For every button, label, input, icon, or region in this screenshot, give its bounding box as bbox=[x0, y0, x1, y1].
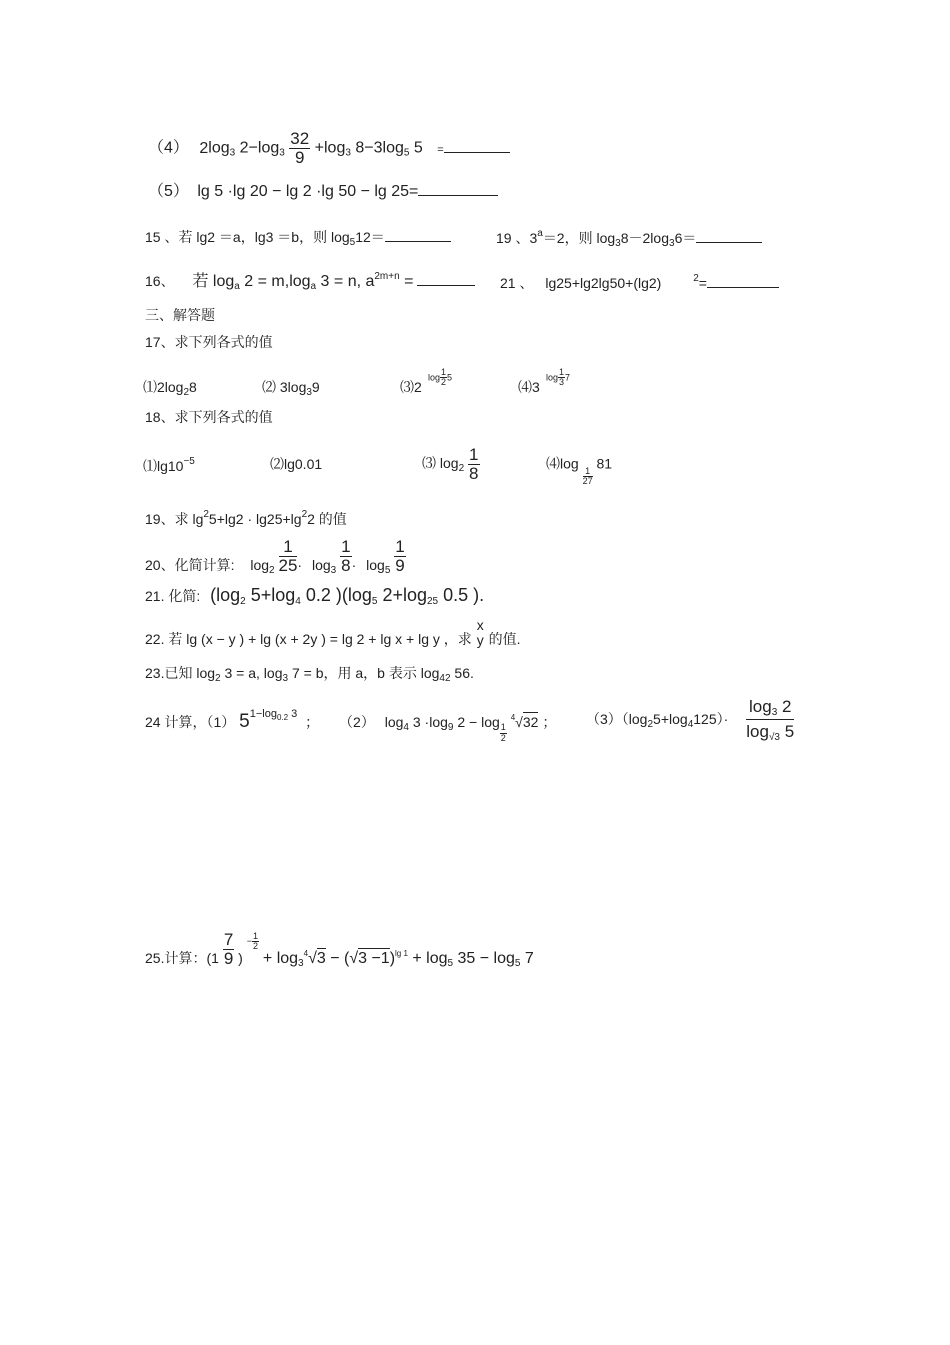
expr-part: log bbox=[384, 714, 404, 730]
answer-blank[interactable] bbox=[444, 140, 510, 153]
op: − bbox=[248, 139, 258, 157]
item-text: ⑴lg10 bbox=[143, 458, 184, 474]
answer-blank[interactable] bbox=[385, 229, 451, 242]
coef: 2 bbox=[199, 139, 209, 157]
base: 3 bbox=[771, 707, 778, 718]
q18-item-4 bbox=[546, 455, 613, 487]
denominator: 8 bbox=[341, 555, 351, 575]
base: 5 bbox=[514, 958, 521, 970]
expr-part: 0.5 ). bbox=[438, 585, 485, 605]
arg: 81 bbox=[596, 455, 613, 472]
question-24 bbox=[145, 708, 557, 743]
problem-text: （2） bbox=[339, 714, 375, 730]
problem-text: 22. 若 lg (x − y ) + lg (x + 2y ) = lg 2 + lg x + lg y ，求 bbox=[145, 631, 472, 648]
question-18-title: 18、求下列各式的值 bbox=[145, 409, 273, 425]
exponent: lg 1 bbox=[395, 949, 408, 959]
base: 9 bbox=[447, 722, 454, 733]
problem-text: ＝2，则 log bbox=[542, 230, 616, 246]
radical-sign-icon: √ bbox=[515, 714, 523, 730]
base: 2 bbox=[458, 463, 465, 475]
q18-item-3 bbox=[422, 446, 480, 483]
exponent bbox=[246, 930, 259, 952]
exponent: a bbox=[537, 228, 543, 239]
problem-text: 20、化简计算: bbox=[145, 557, 235, 574]
problem-19-fill bbox=[496, 229, 762, 249]
numerator: 32 bbox=[290, 129, 310, 148]
problem-text: 8－2log bbox=[620, 230, 669, 246]
answer-blank[interactable] bbox=[418, 183, 498, 196]
exp-part: − bbox=[246, 936, 252, 947]
problem-15 bbox=[145, 229, 451, 248]
base-number: 5 bbox=[239, 711, 250, 732]
exp-part: 3 bbox=[288, 708, 298, 720]
question-24-part-3 bbox=[586, 712, 728, 730]
problem-5 bbox=[148, 183, 498, 200]
question-24-fraction bbox=[746, 698, 794, 743]
q17-item-4 bbox=[518, 367, 571, 395]
expr-part: + log bbox=[407, 950, 448, 968]
exp-part: 1−log bbox=[249, 708, 277, 720]
base: 2 bbox=[269, 565, 275, 577]
arg: 5 bbox=[413, 139, 423, 157]
base: 3 bbox=[282, 673, 289, 684]
fraction bbox=[252, 932, 259, 952]
numerator: 1 bbox=[395, 537, 405, 556]
log-text: log bbox=[428, 372, 441, 383]
denominator: 2 bbox=[441, 377, 447, 388]
problem-16 bbox=[145, 272, 475, 292]
base: 42 bbox=[439, 673, 451, 684]
equals: = bbox=[437, 143, 444, 156]
expression: lg 5 ·lg 20 − lg 2 ·lg 50 − lg 25= bbox=[197, 183, 419, 200]
expr-part: 25.计算：(1 bbox=[145, 950, 219, 967]
log-text: log bbox=[546, 372, 559, 383]
log-text: log bbox=[749, 697, 772, 716]
base: 4 bbox=[403, 722, 409, 733]
exponent: −5 bbox=[183, 456, 195, 467]
arg: 8 bbox=[355, 139, 365, 157]
numerator bbox=[746, 698, 794, 720]
base: 5 bbox=[384, 565, 391, 577]
op: − bbox=[364, 139, 374, 157]
base: 5 bbox=[371, 596, 378, 607]
problem-text: 19、求 lg bbox=[145, 511, 204, 527]
item-text: ⑴2log bbox=[143, 379, 184, 395]
exponent: 2 bbox=[693, 273, 699, 284]
op: + bbox=[314, 139, 324, 157]
base: a bbox=[310, 281, 317, 292]
separator: ； bbox=[305, 714, 320, 730]
log-text: log bbox=[250, 557, 270, 574]
log-text: log bbox=[208, 139, 230, 157]
coef: 3 bbox=[373, 139, 383, 157]
base: 2 bbox=[215, 673, 221, 684]
fraction bbox=[340, 538, 351, 575]
denominator: 3 bbox=[559, 377, 565, 388]
log-text: log bbox=[366, 557, 385, 574]
root-index: 4 bbox=[510, 713, 516, 722]
exponent: 2 bbox=[203, 509, 209, 520]
question-21 bbox=[145, 586, 484, 607]
arg: 2 bbox=[239, 139, 249, 157]
expression bbox=[145, 950, 219, 966]
problem-21-fill bbox=[500, 274, 779, 290]
answer-blank[interactable] bbox=[707, 275, 779, 288]
expr-part: + log bbox=[262, 950, 299, 968]
q17-item-2 bbox=[262, 380, 320, 398]
fraction bbox=[289, 130, 310, 167]
question-20: 20、化简计算: $\log_2$ $\frac{1}{25}$ · $\log_3$ $\frac{1}{8}$ · $\log_5$ $\frac{1}{9}$ bbox=[145, 537, 405, 577]
problem-text: 若 log bbox=[192, 273, 235, 290]
problem-label: 21 、 bbox=[500, 275, 534, 291]
numerator: 1 bbox=[559, 367, 565, 377]
base: 5 bbox=[403, 147, 410, 159]
base: 0.2 bbox=[276, 713, 289, 722]
expr-part: (log bbox=[210, 585, 241, 605]
problem-text: 23.已知 log bbox=[145, 665, 216, 681]
expr-part: 3 ·log bbox=[408, 714, 448, 730]
base: 2 bbox=[183, 387, 190, 398]
log-text: log bbox=[323, 139, 346, 157]
fraction bbox=[279, 538, 298, 575]
numerator: 1 bbox=[279, 538, 298, 557]
problem-text: 12＝ bbox=[355, 229, 385, 245]
base: 25 bbox=[426, 596, 439, 607]
arg: 5 bbox=[447, 372, 453, 383]
item-text: ⑶ log bbox=[422, 455, 459, 472]
expr-part: − ( bbox=[325, 950, 350, 968]
log-text: log bbox=[382, 139, 404, 157]
q17-item-1 bbox=[143, 380, 197, 398]
expr-part: 2 − log bbox=[453, 714, 500, 730]
base: 2 bbox=[240, 596, 246, 607]
problem-label: （4） bbox=[148, 139, 189, 157]
problem-text: 2 的值 bbox=[307, 511, 347, 527]
root-index: 4 bbox=[303, 949, 309, 959]
numerator: 7 bbox=[223, 930, 234, 949]
numerator: 1 bbox=[583, 467, 593, 477]
question-23 bbox=[145, 666, 474, 684]
problem-text: 24 计算，（1） bbox=[145, 714, 236, 730]
problem-text: 的值. bbox=[488, 631, 521, 648]
fraction bbox=[468, 446, 479, 483]
expression bbox=[210, 585, 484, 605]
arg: 5 bbox=[780, 721, 795, 741]
q18-item-2: ⑵lg0.01 bbox=[270, 456, 323, 472]
fraction bbox=[583, 467, 593, 487]
question-25 bbox=[145, 928, 534, 970]
expr-part: 5+log bbox=[653, 711, 688, 727]
fraction bbox=[558, 368, 565, 388]
problem-text: 2 = m,log bbox=[239, 273, 311, 290]
problem-text: 19 、3 bbox=[496, 230, 538, 246]
equals: = bbox=[399, 273, 414, 290]
problem-text: 6＝ bbox=[674, 230, 697, 246]
expression bbox=[262, 949, 534, 970]
exponent bbox=[546, 368, 570, 388]
equals: = bbox=[698, 275, 707, 291]
fraction bbox=[223, 931, 234, 968]
base: 5 bbox=[349, 237, 356, 248]
numerator: 1 bbox=[253, 930, 259, 941]
section-heading: 三、解答题 bbox=[145, 307, 215, 323]
question-17-title: 17、求下列各式的值 bbox=[145, 334, 273, 350]
problem-text: 21. 化简: bbox=[145, 588, 201, 604]
radicand: 3 −1 bbox=[358, 950, 390, 968]
item-text: ⑶2 bbox=[400, 379, 422, 395]
item-text: ⑷3 bbox=[518, 379, 540, 395]
arg: 7 bbox=[565, 372, 571, 383]
arg: 2 bbox=[777, 697, 792, 716]
exponent: 2m+n bbox=[374, 271, 400, 282]
item-text: ⑷log bbox=[546, 455, 579, 472]
paren: ) bbox=[238, 950, 243, 967]
item-text: 9 bbox=[311, 379, 320, 395]
expr-part: （3）（log bbox=[586, 711, 648, 727]
problem-text: 7 = b，用 a，b 表示 log bbox=[288, 665, 440, 681]
base: 4 bbox=[295, 596, 301, 607]
numerator: x bbox=[476, 617, 484, 633]
base: 3 bbox=[279, 147, 285, 159]
separator: ； bbox=[542, 714, 557, 730]
base: 3 bbox=[330, 565, 337, 577]
log-text: log bbox=[746, 721, 769, 741]
fraction bbox=[476, 618, 485, 647]
question-19 bbox=[145, 510, 347, 526]
expr-part: 5+log bbox=[245, 585, 296, 605]
problem-text: 3 = a, log bbox=[220, 665, 283, 681]
problem-label: 16、 bbox=[145, 273, 175, 289]
log-text: log bbox=[311, 557, 331, 574]
problem-label: （5） bbox=[148, 183, 189, 200]
radicand: 3 bbox=[316, 950, 326, 968]
fraction bbox=[500, 723, 507, 743]
problem-text: 3 = n, a bbox=[316, 273, 375, 290]
exponent: 2 bbox=[301, 509, 308, 520]
denominator: 2 bbox=[500, 732, 506, 743]
denominator: 27 bbox=[582, 476, 593, 487]
expr-part: ) bbox=[389, 950, 396, 968]
base: 5 bbox=[447, 958, 454, 970]
denominator: y bbox=[476, 631, 484, 648]
radical-sign-icon: √ bbox=[349, 950, 359, 968]
denominator bbox=[746, 720, 794, 744]
expr-part: 125）· bbox=[693, 711, 729, 727]
base: 2 bbox=[647, 719, 654, 730]
denominator: 25 bbox=[278, 555, 298, 575]
q18-item-1 bbox=[143, 457, 195, 473]
base: √3 bbox=[768, 731, 780, 743]
problem-4 bbox=[148, 130, 510, 167]
problem-text: 15 、若 lg2 ＝a，lg3 ＝b，则 log bbox=[145, 229, 350, 245]
q17-item-3 bbox=[400, 367, 453, 395]
expr-part: 35 − log bbox=[453, 950, 515, 968]
answer-blank[interactable] bbox=[417, 273, 475, 286]
base: 3 bbox=[229, 147, 236, 159]
radicand: 32 bbox=[522, 714, 539, 730]
base: 4 bbox=[687, 719, 694, 730]
item-text: 8 bbox=[189, 379, 197, 395]
denominator: 2 bbox=[253, 941, 259, 952]
radical-sign-icon: √ bbox=[308, 950, 317, 968]
problem-text: 56. bbox=[450, 665, 474, 681]
base: a bbox=[234, 281, 240, 292]
numerator: 1 bbox=[469, 445, 479, 464]
item-text: ⑵ 3log bbox=[262, 379, 307, 395]
exponent bbox=[428, 368, 452, 388]
expr-part: 0.2 )(log bbox=[300, 585, 372, 605]
log-text: log bbox=[257, 139, 280, 157]
question-22 bbox=[145, 618, 520, 647]
numerator: 1 bbox=[441, 367, 447, 377]
denominator: 9 bbox=[223, 948, 234, 968]
problem-text: 5+lg2 · lg25+lg bbox=[208, 511, 302, 527]
exponent bbox=[250, 708, 298, 720]
base: 3 bbox=[306, 387, 312, 398]
base: 3 bbox=[669, 238, 675, 249]
base: 3 bbox=[298, 958, 304, 970]
fraction bbox=[440, 368, 447, 388]
fraction bbox=[746, 698, 794, 743]
problem-text: lg25+lg2lg50+(lg2) bbox=[545, 275, 662, 291]
numerator: 1 bbox=[341, 537, 351, 556]
answer-blank[interactable] bbox=[696, 230, 762, 243]
denominator: 8 bbox=[469, 463, 479, 483]
fraction bbox=[394, 538, 405, 575]
denominator: 9 bbox=[294, 147, 305, 167]
denominator: 9 bbox=[395, 555, 405, 575]
numerator: 1 bbox=[500, 722, 506, 733]
expr-part: 7 bbox=[520, 950, 534, 968]
base: 3 bbox=[615, 238, 621, 249]
expr-part: 2+log bbox=[377, 585, 427, 605]
base: 3 bbox=[345, 147, 351, 159]
